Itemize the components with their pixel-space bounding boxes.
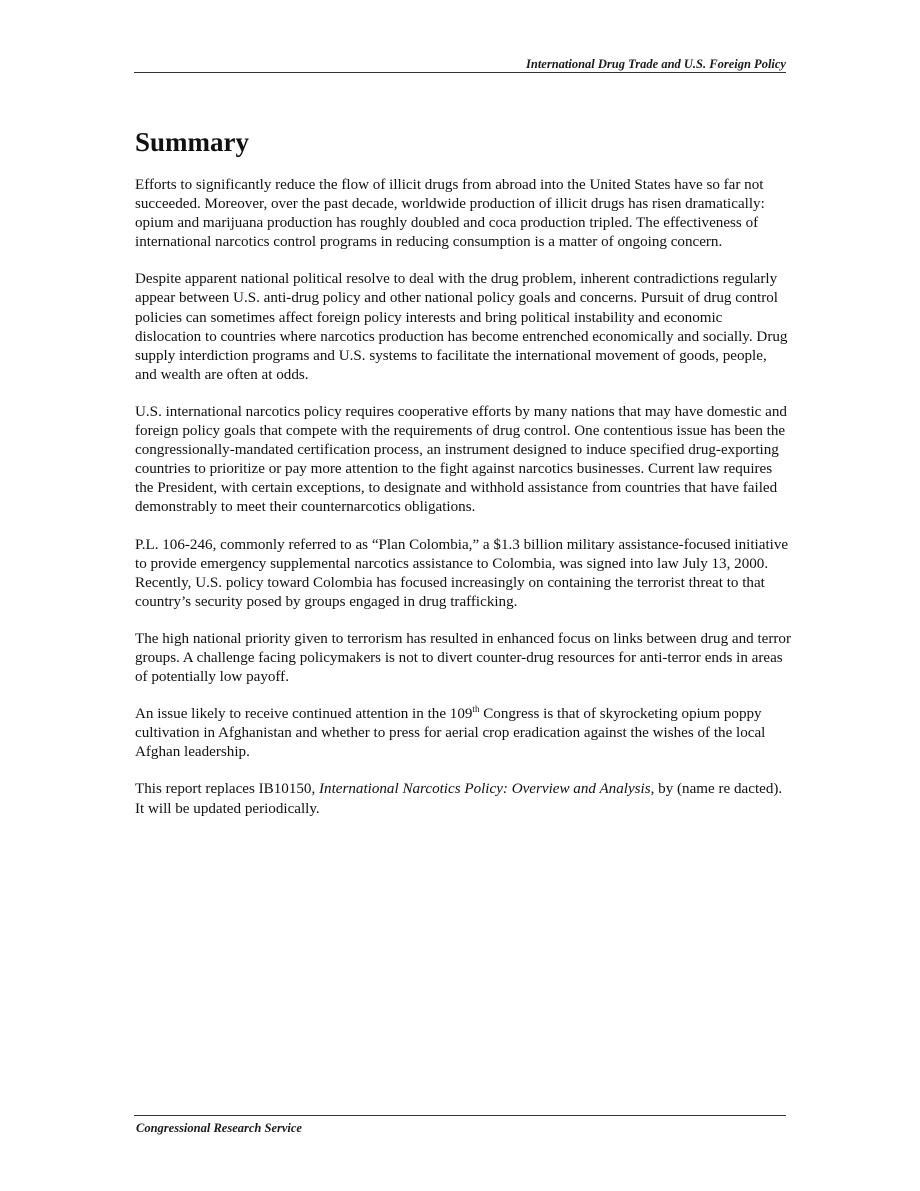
paragraph-report-replaces: [135, 780, 791, 818]
footer-rule: [134, 1115, 786, 1116]
ordinal-superscript: th: [472, 704, 480, 715]
afghanistan-text-end: Congress is that of skyrocketing opium poppy cultivation in Afghanistan and whether to press for aerial crop eradication against the wishes of the local Afghan leadership.: [135, 706, 766, 761]
header-rule: [134, 72, 786, 73]
paragraph-policy-contradictions: Despite apparent national political resolve to deal with the drug problem, inherent contradictions regularly appear between U.S. anti-drug policy and other national policy goals and concerns. Pursuit of drug control policies can sometimes affect foreign policy interests and bring political instability and economic dislocation to countries where narcotics production has become entrenched economically and socially. Drug supply interdiction programs and U.S. systems to facilitate the international movement of goods, people, and wealth are often at odds.: [135, 271, 788, 383]
paragraph-plan-colombia: P.L. 106-246, commonly referred to as “Plan Colombia,” a $1.3 billion military assistance-focused initiative to provide emergency supplemental narcotics assistance to Colombia, was signed into law July 13, 2000. Recently, U.S. policy toward Colombia has focused increasingly on containing the terrorist threat to that country’s security posed by groups engaged in drug trafficking.: [135, 536, 789, 610]
afghanistan-text-start: An issue likely to receive continued attention in the 109: [135, 706, 473, 723]
paragraph-drug-flow: Efforts to significantly reduce the flow of illicit drugs from abroad into the United States have so far not succeeded. Moreover, over the past decade, worldwide production of illicit drugs has risen dramatically: opium and marijuana production has roughly doubled and coca production tripled. The effectiveness of international narcotics control programs in reducing consumption is a matter of ongoing concern.: [135, 177, 765, 251]
page-title: Summary: [135, 127, 249, 157]
replaces-text-end: , by (name re dacted). It will be updated periodically.: [135, 781, 783, 817]
paragraph-afghanistan: [135, 705, 791, 762]
footer-publisher: Congressional Research Service: [136, 1121, 302, 1135]
summary-body: [135, 176, 791, 837]
report-title-italic: International Narcotics Policy: Overview and Analysis: [319, 781, 651, 798]
paragraph-certification: U.S. international narcotics policy requires cooperative efforts by many nations that may have domestic and foreign policy goals that compete with the requirements of drug control. One contentious issue has been the congressionally-mandated certification process, an instrument designed to induce specified drug-exporting countries to prioritize or pay more attention to the fight against narcotics businesses. Current law requires the President, with certain exceptions, to designate and withhold assistance from countries that have failed demonstrably to meet their counternarcotics obligations.: [135, 403, 787, 516]
running-header: International Drug Trade and U.S. Foreign Policy: [526, 57, 786, 71]
replaces-text-start: This report replaces IB10150,: [135, 781, 320, 798]
paragraph-terrorism-links: The high national priority given to terrorism has resulted in enhanced focus on links between drug and terror groups. A challenge facing policymakers is not to divert counter-drug resources for anti-terror ends in areas of potentially low payoff.: [135, 630, 791, 686]
